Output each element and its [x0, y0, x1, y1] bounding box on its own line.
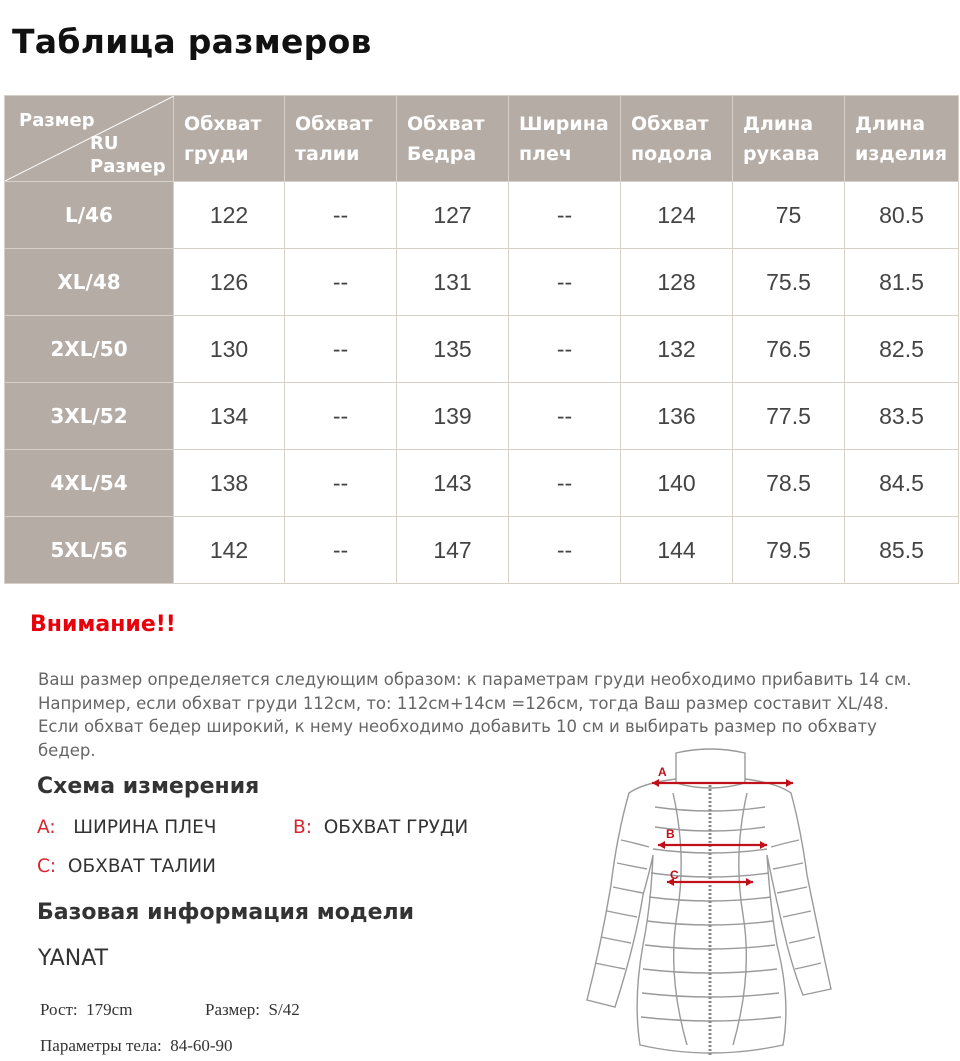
- table-cell: 122: [174, 182, 285, 249]
- column-header-line: талии: [295, 142, 360, 165]
- model-brand: YANAT: [38, 946, 109, 971]
- row-size-label: L/46: [5, 182, 174, 249]
- table-cell: 131: [397, 249, 509, 316]
- model-height-label: Рост:: [40, 1000, 78, 1019]
- corner-label-ru: RU: [90, 133, 119, 154]
- table-cell: 77.5: [733, 383, 845, 450]
- model-size: [205, 1000, 300, 1020]
- column-header-line: Обхват: [407, 112, 485, 135]
- table-cell: 128: [621, 249, 733, 316]
- diagram-label-c: C: [670, 868, 679, 882]
- model-info-heading: Базовая информация модели: [37, 900, 415, 925]
- table-cell: 78.5: [733, 450, 845, 517]
- warning-title: Внимание!!: [30, 612, 176, 637]
- measure-b-label: ОБХВАТ ГРУДИ: [323, 817, 469, 838]
- row-size-label: 2XL/50: [5, 316, 174, 383]
- diagram-label-b: B: [666, 827, 675, 841]
- column-header-line: Обхват: [295, 112, 373, 135]
- column-header-line: Обхват: [184, 112, 262, 135]
- table-cell: 132: [621, 316, 733, 383]
- measure-b: [293, 817, 468, 838]
- page-title: Таблица размеров: [12, 22, 372, 61]
- table-row: [5, 316, 959, 383]
- table-cell: 81.5: [845, 249, 959, 316]
- table-cell: 85.5: [845, 517, 959, 584]
- measure-c: [37, 856, 216, 877]
- table-cell: 75: [733, 182, 845, 249]
- column-header-2: [397, 96, 509, 182]
- column-header-line: плеч: [519, 142, 572, 165]
- table-cell: --: [509, 249, 621, 316]
- table-cell: 80.5: [845, 182, 959, 249]
- table-cell: --: [285, 249, 397, 316]
- table-row: [5, 249, 959, 316]
- measure-c-key: C:: [37, 856, 57, 877]
- table-cell: --: [509, 517, 621, 584]
- column-header-4: [621, 96, 733, 182]
- table-header-row: [5, 96, 959, 182]
- column-header-line: Ширина: [519, 112, 609, 135]
- model-size-value: S/42: [268, 1000, 300, 1019]
- model-params-value: 84-60-90: [170, 1036, 233, 1055]
- column-header-3: [509, 96, 621, 182]
- table-cell: 127: [397, 182, 509, 249]
- table-cell: 134: [174, 383, 285, 450]
- table-cell: 142: [174, 517, 285, 584]
- table-body: [5, 182, 959, 584]
- column-header-line: подола: [631, 142, 713, 165]
- row-size-label: 5XL/56: [5, 517, 174, 584]
- size-description: Ваш размер определяется следующим образом: к параметрам груди необходимо прибавить 14 см. Например, если обхват груди 112см, то: 112см+14см =126см, тогда Ваш размер составит XL/48. Если обхват бедер широкий, к нему необходимо добавить 10 см и выбирать размер по обхвату бедер.: [38, 670, 912, 760]
- table-cell: --: [285, 316, 397, 383]
- table-cell: --: [509, 383, 621, 450]
- measure-b-key: B:: [293, 817, 312, 838]
- row-size-label: 3XL/52: [5, 383, 174, 450]
- table-cell: --: [285, 383, 397, 450]
- table-corner-header: [5, 96, 174, 182]
- table-cell: 144: [621, 517, 733, 584]
- column-header-1: [285, 96, 397, 182]
- column-header-line: груди: [184, 142, 249, 165]
- table-row: [5, 182, 959, 249]
- measure-a-key: A:: [37, 817, 56, 838]
- table-cell: 76.5: [733, 316, 845, 383]
- table-cell: --: [285, 182, 397, 249]
- table-row: [5, 450, 959, 517]
- row-size-label: XL/48: [5, 249, 174, 316]
- measure-a: [37, 817, 217, 838]
- table-cell: 140: [621, 450, 733, 517]
- corner-label-size: Размер: [19, 110, 95, 131]
- table-cell: --: [509, 450, 621, 517]
- table-cell: 79.5: [733, 517, 845, 584]
- model-params-label: Параметры тела:: [40, 1036, 162, 1055]
- column-header-line: Бедра: [407, 142, 477, 165]
- table-cell: --: [509, 182, 621, 249]
- table-cell: 130: [174, 316, 285, 383]
- table-cell: 83.5: [845, 383, 959, 450]
- table-row: [5, 383, 959, 450]
- table-cell: 75.5: [733, 249, 845, 316]
- table-cell: --: [285, 517, 397, 584]
- jacket-measurement-diagram: [555, 745, 855, 1061]
- column-header-line: Длина: [743, 112, 814, 135]
- model-size-label: Размер:: [205, 1000, 261, 1019]
- size-chart-table: [4, 95, 959, 584]
- table-row: [5, 517, 959, 584]
- table-cell: 139: [397, 383, 509, 450]
- table-cell: --: [509, 316, 621, 383]
- table-cell: 135: [397, 316, 509, 383]
- table-cell: --: [285, 450, 397, 517]
- diagram-label-a: A: [658, 765, 667, 779]
- measurement-scheme-heading: Схема измерения: [37, 774, 260, 799]
- table-cell: 82.5: [845, 316, 959, 383]
- column-header-6: [845, 96, 959, 182]
- measure-a-label: ШИРИНА ПЛЕЧ: [73, 817, 217, 838]
- column-header-0: [174, 96, 285, 182]
- measure-c-label: ОБХВАТ ТАЛИИ: [67, 856, 216, 877]
- column-header-line: рукава: [743, 142, 820, 165]
- corner-label-ru-size: Размер: [90, 156, 166, 177]
- table-cell: 138: [174, 450, 285, 517]
- table-cell: 84.5: [845, 450, 959, 517]
- model-params: [40, 1036, 233, 1056]
- model-height-value: 179cm: [86, 1000, 133, 1019]
- table-cell: 136: [621, 383, 733, 450]
- table-cell: 124: [621, 182, 733, 249]
- table-cell: 147: [397, 517, 509, 584]
- table-cell: 143: [397, 450, 509, 517]
- column-header-line: Длина: [855, 112, 926, 135]
- table-cell: 126: [174, 249, 285, 316]
- column-header-line: изделия: [855, 142, 948, 165]
- column-header-5: [733, 96, 845, 182]
- row-size-label: 4XL/54: [5, 450, 174, 517]
- column-header-line: Обхват: [631, 112, 709, 135]
- model-height: [40, 1000, 132, 1020]
